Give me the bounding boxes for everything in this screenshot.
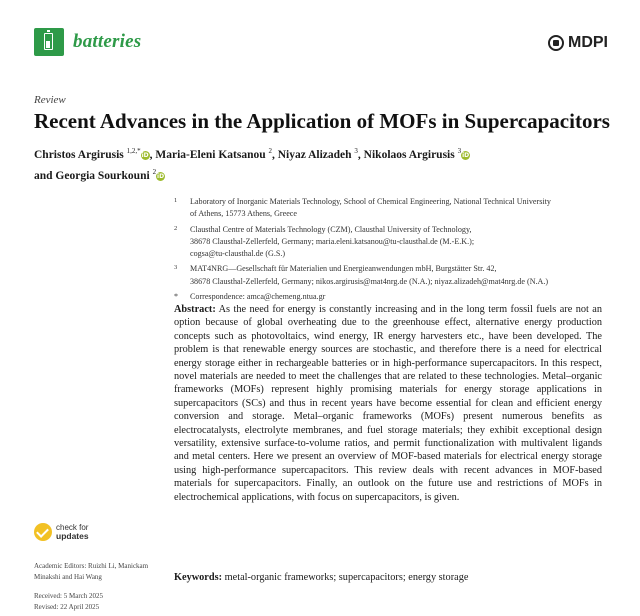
- keywords: [174, 572, 602, 583]
- journal-logo[interactable]: [34, 28, 141, 56]
- author-affil-sup: 1,2,*: [126, 147, 141, 155]
- check-icon: [34, 523, 52, 541]
- received-date: Received: 5 March 2025: [34, 592, 104, 600]
- orcid-icon[interactable]: iD: [141, 151, 149, 159]
- author[interactable]: Georgia Sourkouni: [55, 169, 150, 182]
- author[interactable]: Maria-Eleni Katsanou: [155, 148, 266, 161]
- correspondence-email[interactable]: Correspondence: amca@chemeng.ntua.gr: [190, 292, 326, 302]
- affiliation: 1 Laboratory of Inorganic Materials Technology, School of Chemical Engineering, National Technical University of Athens, 15773 Athens, Greece: [174, 197, 551, 219]
- abstract-label: Abstract:: [174, 304, 216, 315]
- author-affil-sup: 3: [354, 147, 358, 155]
- orcid-icon[interactable]: iD: [157, 172, 165, 180]
- author-list: Christos Argirusis $^{1,2,*}$iD, Maria-Eleni Katsanou $^2$, Niyaz Alizadeh $^3$, Nikolaos Argirusis $^3$iD and Georgia Sourkouni $^2$iD: [34, 147, 470, 182]
- author[interactable]: Niyaz Alizadeh: [277, 148, 352, 161]
- email-link[interactable]: cogsa@tu-clausthal.de (G.S.): [190, 249, 286, 259]
- affiliations: [174, 196, 604, 306]
- author-affil-sup: 2: [268, 147, 272, 155]
- keywords-label: Keywords:: [174, 572, 223, 583]
- revised-date: Revised: 22 April 2025: [34, 602, 100, 611]
- article-meta: [34, 561, 164, 612]
- email-link[interactable]: 38678 Clausthal-Zellerfeld, Germany; maria.eleni.katsanou@tu-clausthal.de (M.-E.K.);: [190, 236, 475, 246]
- article-type: Review: [34, 94, 66, 106]
- journal-name: batteries: [73, 31, 142, 52]
- publisher-name: MDPI: [568, 34, 608, 51]
- correspondence: * Correspondence: amca@chemeng.ntua.gr: [174, 292, 326, 302]
- affiliation: 2 Clausthal Centre of Materials Technology (CZM), Clausthal University of Technology, 38678 Clausthal-Zellerfeld, Germany; maria.eleni.katsanou@tu-clausthal.de (M.-E.K.); cogsa@tu-clausthal.de (G.S.): [174, 224, 475, 259]
- orcid-icon[interactable]: iD: [462, 151, 470, 159]
- check-updates-text: check for updates: [56, 523, 89, 541]
- author-affil-sup: 3: [457, 147, 462, 155]
- keywords-text: metal-organic frameworks; supercapacitors; energy storage: [224, 572, 469, 583]
- check-for-updates-button[interactable]: [34, 523, 89, 541]
- paper-title: Recent Advances in the Application of MOFs in Supercapacitors: [34, 109, 610, 133]
- author[interactable]: Christos Argirusis: [34, 148, 124, 161]
- battery-icon: [34, 28, 64, 56]
- mdpi-logo-icon: [548, 35, 564, 51]
- affiliation: 3 MAT4NRG—Gesellschaft für Materialien und Energieanwendungen mbH, Burgstätter Str. 42, 38678 Clausthal-Zellerfeld, Germany; nikos.argirusis@mat4nrg.de (N.A.); niyaz.alizadeh@mat4nrg.de (N.A.): [174, 264, 549, 286]
- publisher-logo[interactable]: [548, 34, 608, 52]
- author-and: and: [34, 169, 53, 182]
- abstract: [174, 303, 602, 504]
- author[interactable]: Nikolaos Argirusis: [363, 148, 455, 161]
- author-affil-sup: 2: [152, 167, 157, 176]
- email-link[interactable]: 38678 Clausthal-Zellerfeld, Germany; nikos.argirusis@mat4nrg.de (N.A.); niyaz.alizadeh@mat4nrg.de (N.A.): [190, 276, 549, 286]
- abstract-text: As the need for energy is constantly increasing and in the long term fossil fuels are not an option because of global overheating due to the greenhouse effect, alternative energy production concepts such as photovoltaics, wind energy, IR energy harvesters etc., have been developed. The problem is that renewable energy sources are stochastic, and therefore there is a need for electrical energy storage either in rechargeable batteries or in high-performance supercapacitors. In this respect, novel materials are needed to meet the challenges that are related to these technologies. Metal–organic frameworks (MOFs) represent highly promising materials for energy storage applications in supercapacitors (SCs) and thus in recent years have become essential for clean and efficient energy conversion and storage. Metal–organic frameworks (MOFs) present numerous benefits as electrocatalysts, electrolyte membranes, and fuel storage materials; they exhibit exceptional design versatility, extensive surface-to-volume ratios, and permit functionalization with multivalent ligands and metal centers. Here we present an overview of MOF-based materials for electrical energy storage using high-performance supercapacitors. This review deals with recent advances in MOF-based materials for supercapacitors. Finally, an outlook on the future use and restrictions of MOFs in electrochemical applications, with focus on supercapacitors, is given.: [174, 304, 602, 503]
- academic-editors: Academic Editors: Ruizhi Li, Manickam Minakshi and Hai Wang: [34, 562, 149, 581]
